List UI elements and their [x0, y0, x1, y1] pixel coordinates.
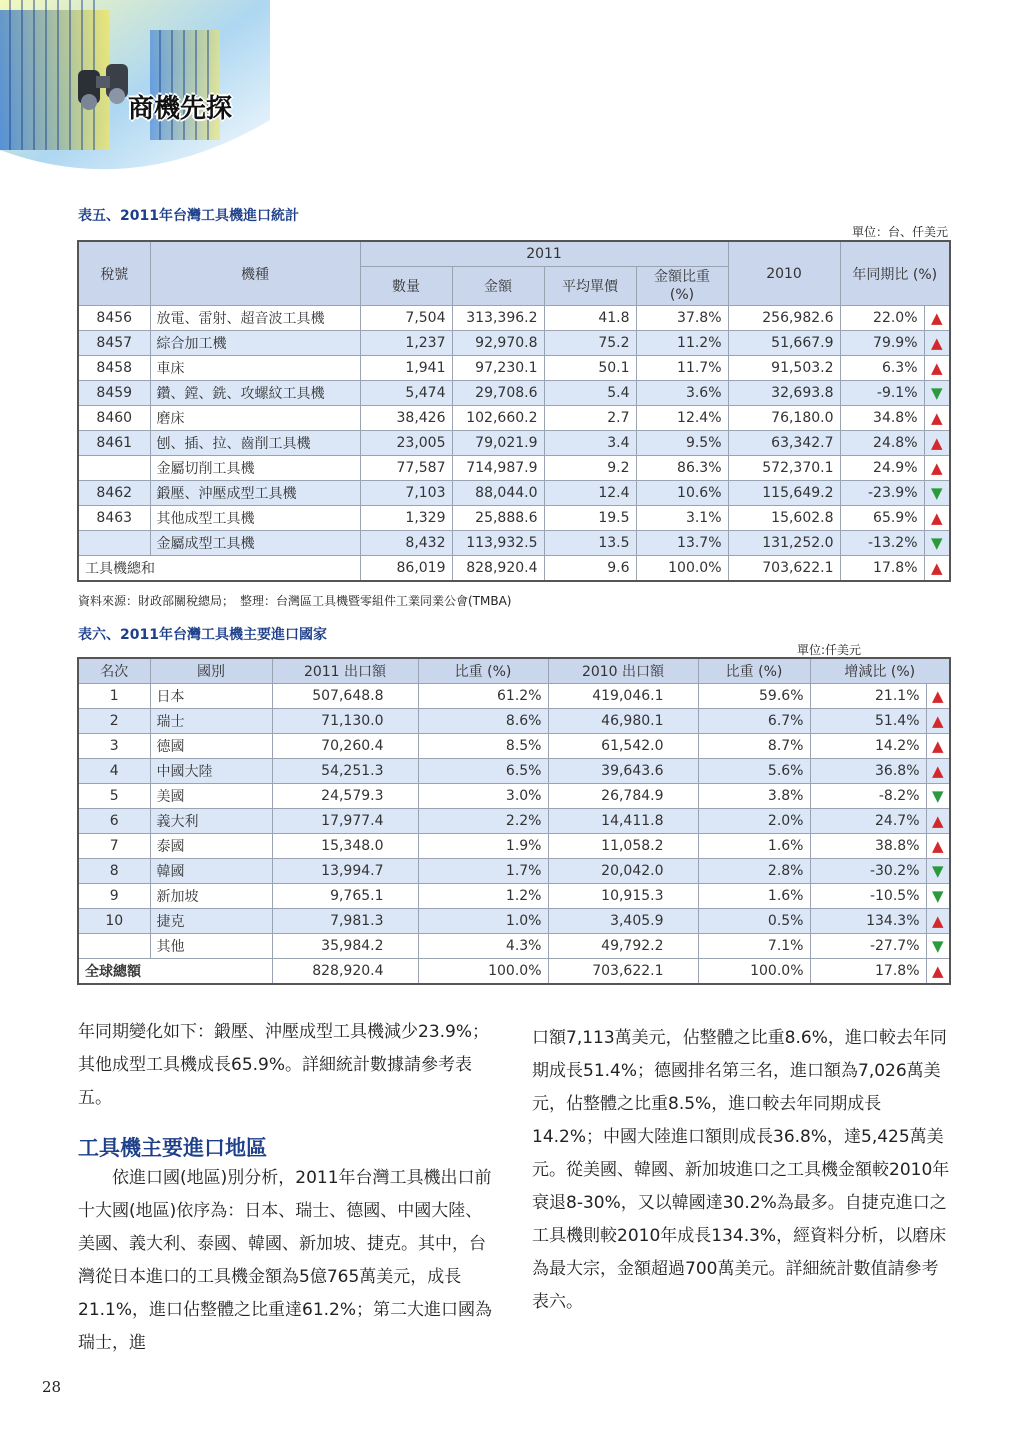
- table5-unit: 單位：台、仟美元: [851, 225, 948, 239]
- tariff-code-cell: 8458: [78, 356, 150, 381]
- amount-2010-cell: 115,649.2: [728, 481, 840, 506]
- country-cell: 捷克: [150, 909, 272, 934]
- amount-2011-cell: 9,765.1: [272, 884, 418, 909]
- amount-2010-cell: 49,792.2: [548, 934, 698, 959]
- table-total-row: [78, 959, 950, 985]
- share-2010-cell: 8.7%: [698, 734, 810, 759]
- yoy-cell: 79.9%: [840, 331, 924, 356]
- amount-2010-cell: 256,982.6: [728, 306, 840, 331]
- amount-2010-cell: 20,042.0: [548, 859, 698, 884]
- quantity-cell: 1,237: [360, 331, 452, 356]
- amount-2011-cell: 70,260.4: [272, 734, 418, 759]
- header-share-2011: 比重 (%): [418, 658, 548, 684]
- table-row: [78, 684, 950, 709]
- share-2011-cell: 3.0%: [418, 784, 548, 809]
- binoculars-icon: [72, 52, 136, 116]
- trend-cell: [924, 506, 950, 531]
- share-cell: 3.1%: [636, 506, 728, 531]
- header-year-2011: 2011: [360, 241, 728, 267]
- header-code: 稅號: [78, 241, 150, 306]
- yoy-cell: 24.9%: [840, 456, 924, 481]
- change-cell: 17.8%: [810, 959, 926, 985]
- quantity-cell: 86,019: [360, 556, 452, 582]
- amount-2010-cell: 131,252.0: [728, 531, 840, 556]
- change-cell: -27.7%: [810, 934, 926, 959]
- quantity-cell: 1,329: [360, 506, 452, 531]
- share-cell: 11.7%: [636, 356, 728, 381]
- tariff-code-cell: 8462: [78, 481, 150, 506]
- table6-unit: 單位:仟美元: [797, 643, 862, 657]
- unit-price-cell: 3.4: [544, 431, 636, 456]
- amount-cell: 29,708.6: [452, 381, 544, 406]
- share-cell: 12.4%: [636, 406, 728, 431]
- unit-price-cell: 41.8: [544, 306, 636, 331]
- amount-cell: 97,230.1: [452, 356, 544, 381]
- machine-type-cell: 車床: [150, 356, 360, 381]
- share-cell: 9.5%: [636, 431, 728, 456]
- rank-cell: 10: [78, 909, 150, 934]
- amount-cell: 102,660.2: [452, 406, 544, 431]
- header-country: 國別: [150, 658, 272, 684]
- machine-type-cell: 金屬切削工具機: [150, 456, 360, 481]
- amount-cell: 313,396.2: [452, 306, 544, 331]
- share-2011-cell: 61.2%: [418, 684, 548, 709]
- machine-type-cell: 金屬成型工具機: [150, 531, 360, 556]
- share-2011-cell: 100.0%: [418, 959, 548, 985]
- country-cell: 韓國: [150, 859, 272, 884]
- amount-2011-cell: 54,251.3: [272, 759, 418, 784]
- share-2010-cell: 3.8%: [698, 784, 810, 809]
- country-cell: 瑞士: [150, 709, 272, 734]
- amount-2010-cell: 76,180.0: [728, 406, 840, 431]
- rank-cell: 9: [78, 884, 150, 909]
- share-2011-cell: 6.5%: [418, 759, 548, 784]
- table-row: [78, 934, 950, 959]
- table-row: [78, 456, 950, 481]
- amount-2010-cell: 32,693.8: [728, 381, 840, 406]
- table-row: [78, 306, 950, 331]
- left-body-paragraph: 依進口國(地區)別分析，2011年台灣工具機出口前十大國(地區)依序為：日本、瑞士、德國、中國大陸、美國、義大利、泰國、韓國、新加坡、捷克。其中，台灣從日本進口的工具機金額為5億765萬美元，成長21.1%，進口佔整體之比重達61.2%；第二大進口國為瑞士，進: [78, 1168, 493, 1353]
- country-cell: 其他: [150, 934, 272, 959]
- share-2010-cell: 2.8%: [698, 859, 810, 884]
- amount-cell: 828,920.4: [452, 556, 544, 582]
- trend-cell: [924, 431, 950, 456]
- triangle-up-icon: ▲: [931, 912, 944, 930]
- change-cell: 38.8%: [810, 834, 926, 859]
- share-2010-cell: 100.0%: [698, 959, 810, 985]
- page-number: 28: [42, 1378, 62, 1396]
- change-cell: 51.4%: [810, 709, 926, 734]
- unit-price-cell: 2.7: [544, 406, 636, 431]
- trend-cell: [926, 834, 950, 859]
- change-cell: 36.8%: [810, 759, 926, 784]
- share-2010-cell: 2.0%: [698, 809, 810, 834]
- share-2011-cell: 1.9%: [418, 834, 548, 859]
- share-2011-cell: 1.0%: [418, 909, 548, 934]
- quantity-cell: 23,005: [360, 431, 452, 456]
- share-cell: 37.8%: [636, 306, 728, 331]
- amount-2010-cell: 3,405.9: [548, 909, 698, 934]
- trend-cell: [926, 759, 950, 784]
- table-row: [78, 356, 950, 381]
- trend-cell: [924, 306, 950, 331]
- machine-type-cell: 刨、插、拉、齒削工具機: [150, 431, 360, 456]
- share-2010-cell: 59.6%: [698, 684, 810, 709]
- header-share-2010: 比重 (%): [698, 658, 810, 684]
- machine-type-cell: 其他成型工具機: [150, 506, 360, 531]
- header-rank: 名次: [78, 658, 150, 684]
- table-row: [78, 909, 950, 934]
- amount-2011-cell: 15,348.0: [272, 834, 418, 859]
- header-share: 金額比重 (%): [636, 267, 728, 306]
- amount-2011-cell: 13,994.7: [272, 859, 418, 884]
- amount-2010-cell: 572,370.1: [728, 456, 840, 481]
- amount-2011-cell: 828,920.4: [272, 959, 418, 985]
- tariff-code-cell: [78, 456, 150, 481]
- amount-2010-cell: 419,046.1: [548, 684, 698, 709]
- unit-price-cell: 13.5: [544, 531, 636, 556]
- trend-cell: [926, 934, 950, 959]
- quantity-cell: 77,587: [360, 456, 452, 481]
- triangle-down-icon: ▼: [931, 787, 944, 805]
- triangle-up-icon: ▲: [930, 409, 943, 427]
- change-cell: 14.2%: [810, 734, 926, 759]
- trend-cell: [926, 959, 950, 985]
- trend-cell: [924, 481, 950, 506]
- amount-2010-cell: 46,980.1: [548, 709, 698, 734]
- amount-2011-cell: 35,984.2: [272, 934, 418, 959]
- trend-cell: [926, 784, 950, 809]
- header-machine-type: 機種: [150, 241, 360, 306]
- country-cell: 義大利: [150, 809, 272, 834]
- unit-price-cell: 5.4: [544, 381, 636, 406]
- amount-2010-cell: 703,622.1: [548, 959, 698, 985]
- table-row: [78, 859, 950, 884]
- change-cell: 134.3%: [810, 909, 926, 934]
- machine-type-cell: 綜合加工機: [150, 331, 360, 356]
- rank-cell: 3: [78, 734, 150, 759]
- header-unit-price: 平均單價: [544, 267, 636, 306]
- amount-2011-cell: 507,648.8: [272, 684, 418, 709]
- header-change: 增減比 (%): [810, 658, 950, 684]
- table5-source: 資料來源：財政部關稅總局； 整理：台灣區工具機暨零組件工業同業公會(TMBA): [78, 594, 512, 608]
- share-2010-cell: 1.6%: [698, 884, 810, 909]
- machine-type-cell: 鍛壓、沖壓成型工具機: [150, 481, 360, 506]
- rank-cell: 5: [78, 784, 150, 809]
- header-amount-2011: 2011 出口額: [272, 658, 418, 684]
- table-row: [78, 406, 950, 431]
- share-cell: 86.3%: [636, 456, 728, 481]
- section-banner: [0, 0, 270, 190]
- triangle-up-icon: ▲: [930, 434, 943, 452]
- country-cell: 中國大陸: [150, 759, 272, 784]
- unit-price-cell: 50.1: [544, 356, 636, 381]
- triangle-down-icon: ▼: [931, 887, 944, 905]
- amount-2010-cell: 10,915.3: [548, 884, 698, 909]
- quantity-cell: 1,941: [360, 356, 452, 381]
- tariff-code-cell: 8461: [78, 431, 150, 456]
- triangle-up-icon: ▲: [930, 359, 943, 377]
- country-cell: 德國: [150, 734, 272, 759]
- tariff-code-cell: 8456: [78, 306, 150, 331]
- trend-cell: [926, 909, 950, 934]
- unit-price-cell: 75.2: [544, 331, 636, 356]
- tariff-code-cell: [78, 531, 150, 556]
- table-row: [78, 431, 950, 456]
- amount-2010-cell: 15,602.8: [728, 506, 840, 531]
- rank-cell: 6: [78, 809, 150, 834]
- header-amount: 金額: [452, 267, 544, 306]
- section-heading: 工具機主要進口地區: [78, 1135, 267, 1160]
- table-row: [78, 884, 950, 909]
- triangle-up-icon: ▲: [931, 837, 944, 855]
- table5-import-statistics: [77, 240, 951, 582]
- table6-import-countries: [77, 657, 951, 985]
- change-cell: -30.2%: [810, 859, 926, 884]
- rank-cell: 7: [78, 834, 150, 859]
- trend-cell: [924, 406, 950, 431]
- amount-2011-cell: 7,981.3: [272, 909, 418, 934]
- section-title: 商機先探: [128, 94, 233, 124]
- triangle-down-icon: ▼: [930, 384, 943, 402]
- trend-cell: [926, 734, 950, 759]
- triangle-up-icon: ▲: [931, 687, 944, 705]
- triangle-up-icon: ▲: [931, 737, 944, 755]
- change-cell: -10.5%: [810, 884, 926, 909]
- tariff-code-cell: 8457: [78, 331, 150, 356]
- trend-cell: [926, 859, 950, 884]
- rank-cell: 4: [78, 759, 150, 784]
- amount-cell: 92,970.8: [452, 331, 544, 356]
- triangle-down-icon: ▼: [930, 484, 943, 502]
- header-yoy: 年同期比 (%): [840, 241, 950, 306]
- amount-2011-cell: 17,977.4: [272, 809, 418, 834]
- tariff-code-cell: 8463: [78, 506, 150, 531]
- table-row: [78, 734, 950, 759]
- table6-caption: 表六、2011年台灣工具機主要進口國家: [78, 627, 327, 643]
- left-intro-paragraph: 年同期變化如下：鍛壓、沖壓成型工具機減少23.9%；其他成型工具機成長65.9%。詳細統計數據請參考表五。: [78, 1022, 490, 1108]
- yoy-cell: 6.3%: [840, 356, 924, 381]
- change-cell: -8.2%: [810, 784, 926, 809]
- tariff-code-cell: 8460: [78, 406, 150, 431]
- share-cell: 100.0%: [636, 556, 728, 582]
- change-cell: 21.1%: [810, 684, 926, 709]
- yoy-cell: 22.0%: [840, 306, 924, 331]
- share-2011-cell: 2.2%: [418, 809, 548, 834]
- triangle-up-icon: ▲: [931, 962, 944, 980]
- share-2010-cell: 0.5%: [698, 909, 810, 934]
- total-label-cell: 全球總額: [78, 959, 272, 985]
- amount-2010-cell: 91,503.2: [728, 356, 840, 381]
- amount-2010-cell: 703,622.1: [728, 556, 840, 582]
- yoy-cell: -13.2%: [840, 531, 924, 556]
- quantity-cell: 38,426: [360, 406, 452, 431]
- trend-cell: [926, 709, 950, 734]
- country-cell: 泰國: [150, 834, 272, 859]
- table-row: [78, 759, 950, 784]
- country-cell: 日本: [150, 684, 272, 709]
- amount-2010-cell: 63,342.7: [728, 431, 840, 456]
- yoy-cell: 24.8%: [840, 431, 924, 456]
- share-2010-cell: 1.6%: [698, 834, 810, 859]
- amount-cell: 79,021.9: [452, 431, 544, 456]
- amount-2011-cell: 24,579.3: [272, 784, 418, 809]
- share-2011-cell: 8.6%: [418, 709, 548, 734]
- share-2010-cell: 7.1%: [698, 934, 810, 959]
- amount-cell: 25,888.6: [452, 506, 544, 531]
- table-row: [78, 331, 950, 356]
- trend-cell: [924, 331, 950, 356]
- rank-cell: 2: [78, 709, 150, 734]
- share-2010-cell: 5.6%: [698, 759, 810, 784]
- trend-cell: [926, 809, 950, 834]
- triangle-up-icon: ▲: [931, 812, 944, 830]
- yoy-cell: -9.1%: [840, 381, 924, 406]
- triangle-down-icon: ▼: [930, 534, 943, 552]
- table-row: [78, 809, 950, 834]
- table-row: [78, 506, 950, 531]
- share-2010-cell: 6.7%: [698, 709, 810, 734]
- share-cell: 10.6%: [636, 481, 728, 506]
- rank-cell: 1: [78, 684, 150, 709]
- unit-price-cell: 19.5: [544, 506, 636, 531]
- quantity-cell: 8,432: [360, 531, 452, 556]
- triangle-up-icon: ▲: [930, 309, 943, 327]
- triangle-up-icon: ▲: [930, 559, 943, 577]
- total-label-cell: 工具機總和: [78, 556, 360, 582]
- share-cell: 13.7%: [636, 531, 728, 556]
- amount-cell: 88,044.0: [452, 481, 544, 506]
- table-row: [78, 709, 950, 734]
- amount-2010-cell: 39,643.6: [548, 759, 698, 784]
- quantity-cell: 7,103: [360, 481, 452, 506]
- share-cell: 3.6%: [636, 381, 728, 406]
- rank-cell: 8: [78, 859, 150, 884]
- triangle-up-icon: ▲: [931, 712, 944, 730]
- table-row: [78, 481, 950, 506]
- header-amount-2010: 2010 出口額: [548, 658, 698, 684]
- share-2011-cell: 1.7%: [418, 859, 548, 884]
- table-row: [78, 834, 950, 859]
- table5-caption: 表五、2011年台灣工具機進口統計: [78, 208, 299, 224]
- amount-2010-cell: 26,784.9: [548, 784, 698, 809]
- rank-cell: [78, 934, 150, 959]
- yoy-cell: -23.9%: [840, 481, 924, 506]
- machine-type-cell: 磨床: [150, 406, 360, 431]
- yoy-cell: 34.8%: [840, 406, 924, 431]
- machine-type-cell: 鑽、鏜、銑、攻螺紋工具機: [150, 381, 360, 406]
- tariff-code-cell: 8459: [78, 381, 150, 406]
- quantity-cell: 7,504: [360, 306, 452, 331]
- trend-cell: [924, 531, 950, 556]
- yoy-cell: 17.8%: [840, 556, 924, 582]
- triangle-up-icon: ▲: [931, 762, 944, 780]
- share-2011-cell: 4.3%: [418, 934, 548, 959]
- amount-2010-cell: 11,058.2: [548, 834, 698, 859]
- amount-2011-cell: 71,130.0: [272, 709, 418, 734]
- triangle-up-icon: ▲: [930, 459, 943, 477]
- quantity-cell: 5,474: [360, 381, 452, 406]
- trend-cell: [924, 381, 950, 406]
- amount-2010-cell: 51,667.9: [728, 331, 840, 356]
- header-quantity: 數量: [360, 267, 452, 306]
- amount-2010-cell: 61,542.0: [548, 734, 698, 759]
- unit-price-cell: 12.4: [544, 481, 636, 506]
- share-2011-cell: 8.5%: [418, 734, 548, 759]
- trend-cell: [924, 556, 950, 582]
- trend-cell: [926, 684, 950, 709]
- amount-2010-cell: 14,411.8: [548, 809, 698, 834]
- right-body-paragraph: 口額7,113萬美元，佔整體之比重8.6%，進口較去年同期成長51.4%；德國排名第三名，進口額為7,026萬美元，佔整體之比重8.5%，進口較去年同期成長14.2%；中國大陸進口額則成長36.8%，達5,425萬美元。從美國、韓國、新加坡進口之工具機金額較2010年衰退8-30%，又以韓國達30.2%為最多。自捷克進口之工具機則較2010年成長134.3%，經資料分析，以磨床為最大宗，金額超過700萬美元。詳細統計數值請參考表六。: [532, 1028, 950, 1312]
- trend-cell: [924, 456, 950, 481]
- amount-cell: 714,987.9: [452, 456, 544, 481]
- triangle-up-icon: ▲: [930, 509, 943, 527]
- amount-cell: 113,932.5: [452, 531, 544, 556]
- header-year-2010: 2010: [728, 241, 840, 306]
- change-cell: 24.7%: [810, 809, 926, 834]
- unit-price-cell: 9.2: [544, 456, 636, 481]
- yoy-cell: 65.9%: [840, 506, 924, 531]
- table-row: [78, 784, 950, 809]
- share-cell: 11.2%: [636, 331, 728, 356]
- table-total-row: [78, 556, 950, 582]
- triangle-down-icon: ▼: [931, 862, 944, 880]
- share-2011-cell: 1.2%: [418, 884, 548, 909]
- triangle-down-icon: ▼: [931, 937, 944, 955]
- table-row: [78, 531, 950, 556]
- triangle-up-icon: ▲: [930, 334, 943, 352]
- machine-type-cell: 放電、雷射、超音波工具機: [150, 306, 360, 331]
- trend-cell: [924, 356, 950, 381]
- country-cell: 美國: [150, 784, 272, 809]
- table-row: [78, 381, 950, 406]
- unit-price-cell: 9.6: [544, 556, 636, 582]
- country-cell: 新加坡: [150, 884, 272, 909]
- trend-cell: [926, 884, 950, 909]
